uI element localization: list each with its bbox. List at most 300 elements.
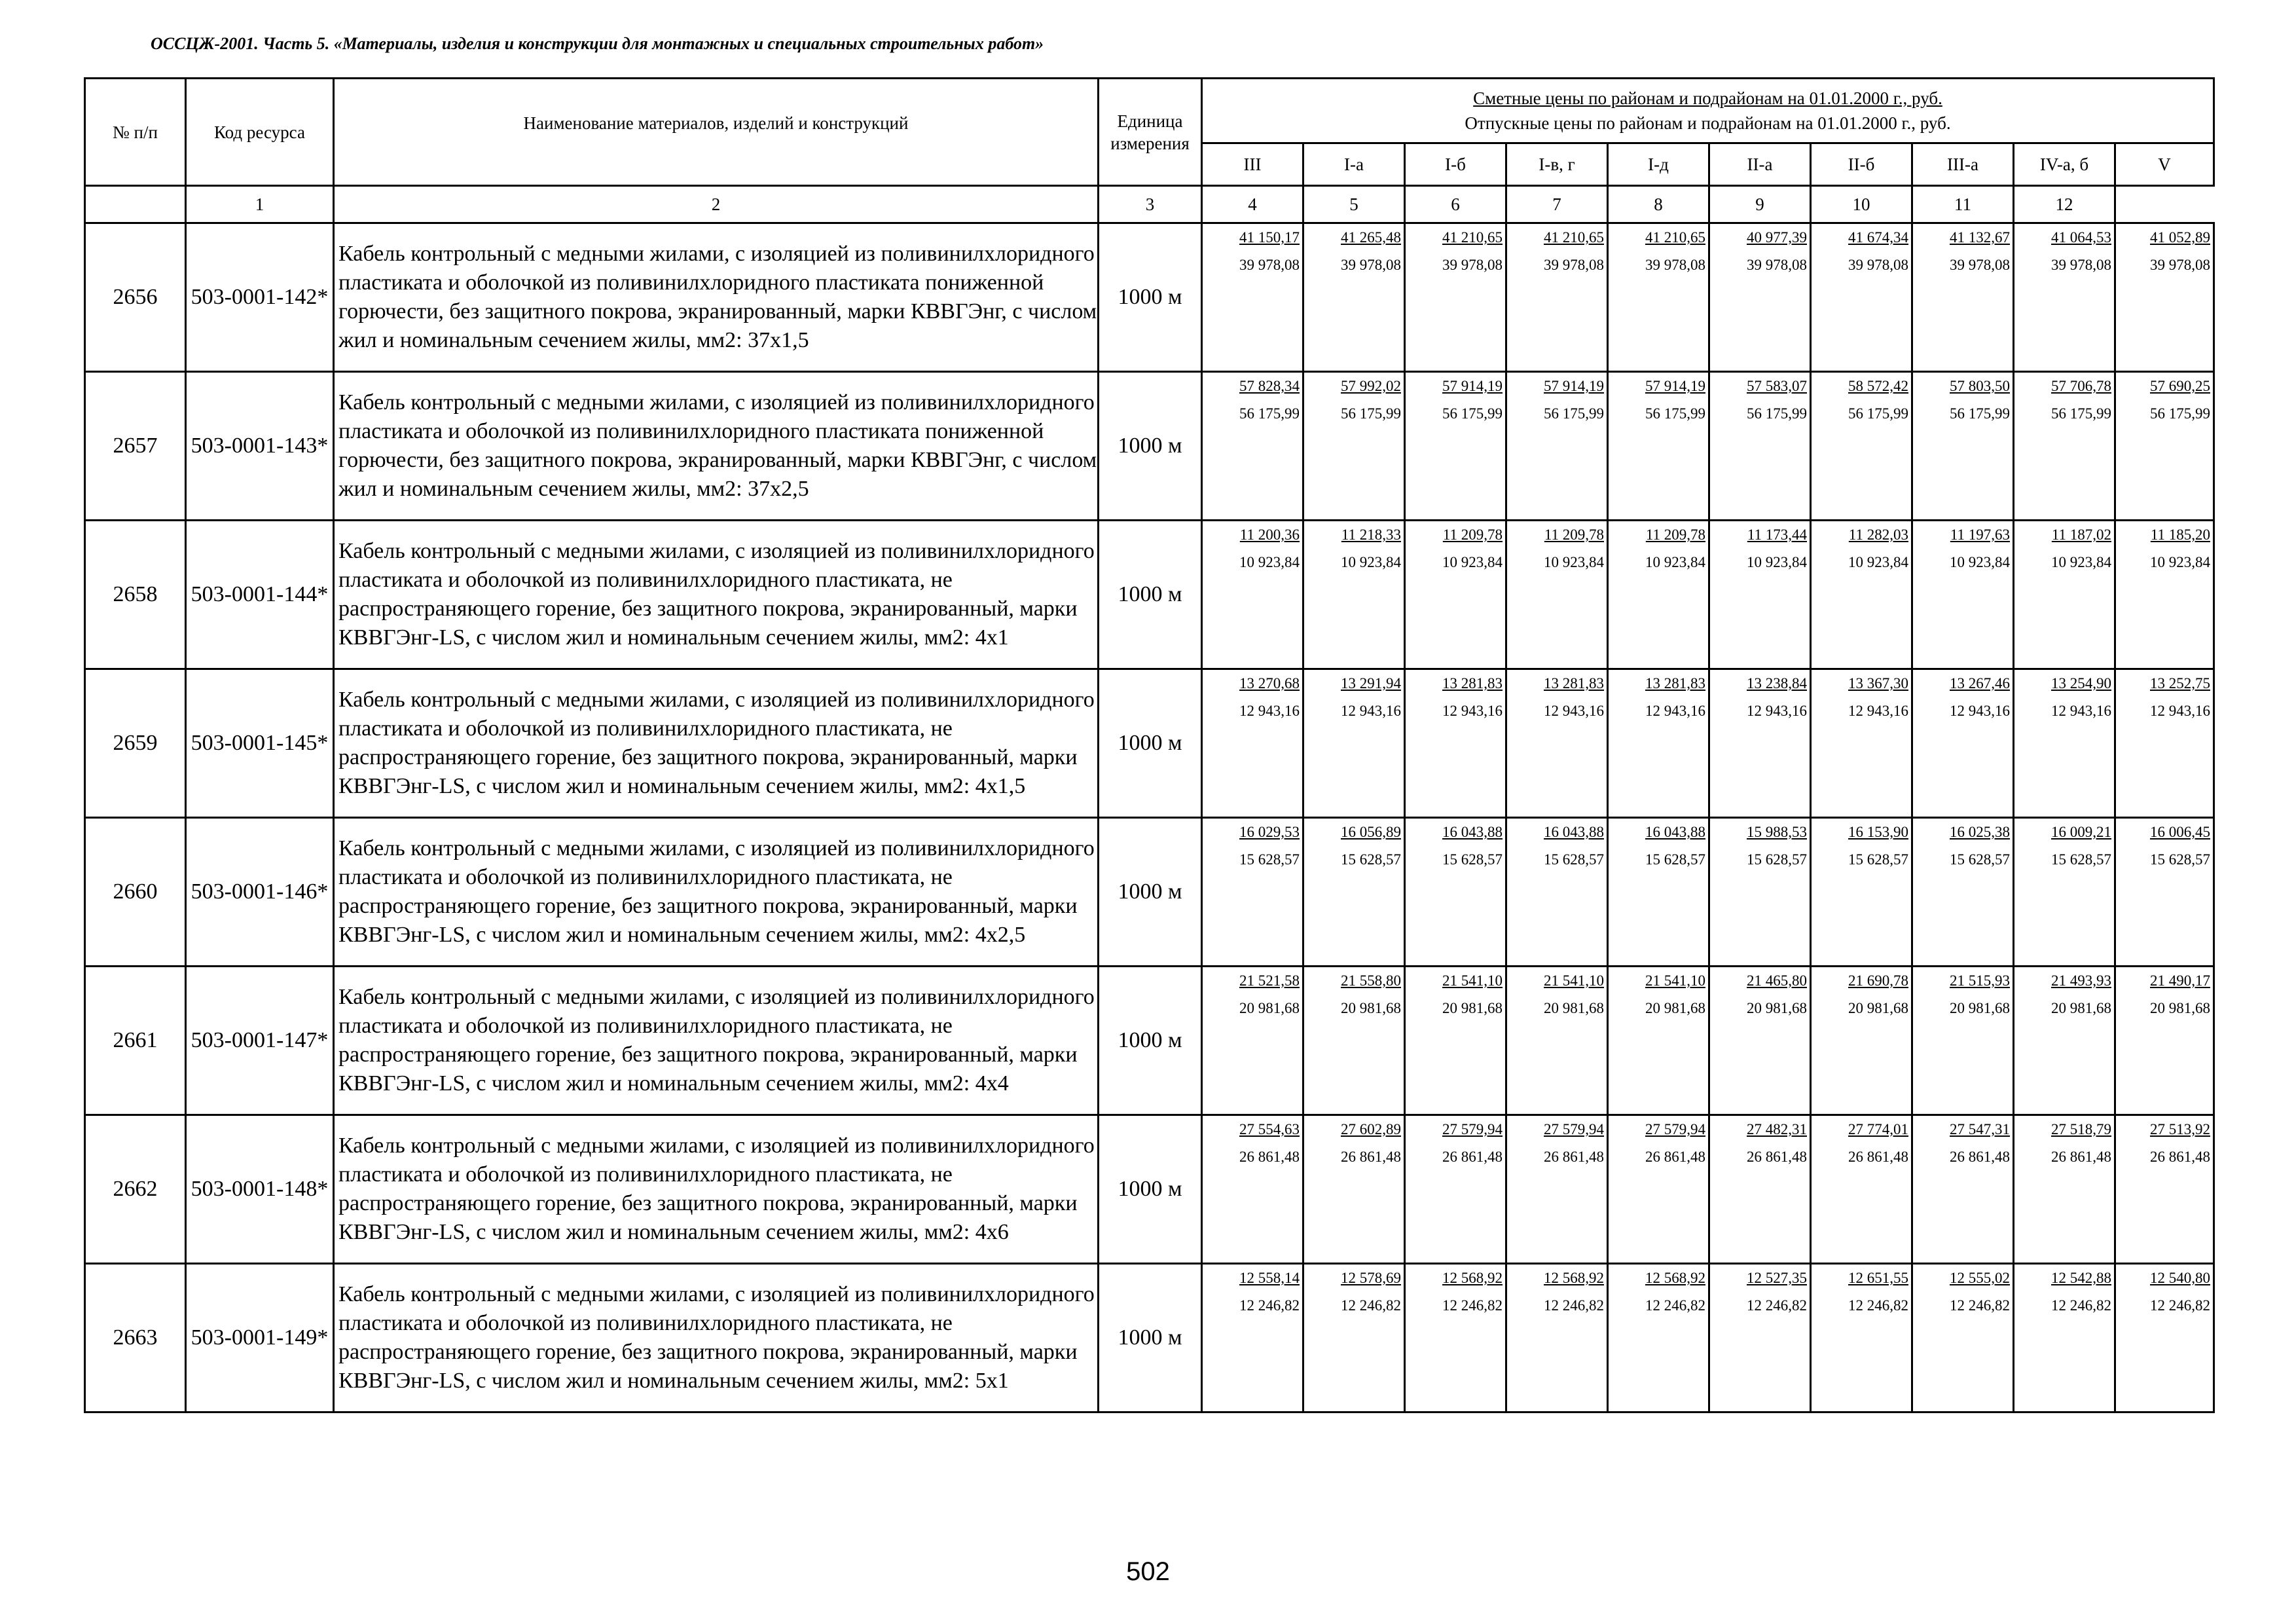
region-header-cell: I-д — [1608, 143, 1709, 186]
region-header-cell: I-в, г — [1506, 143, 1608, 186]
price-cell — [1405, 669, 1506, 818]
price-cell — [2014, 1115, 2115, 1264]
table-row — [85, 1264, 2214, 1412]
release-price: 26 861,48 — [2051, 1149, 2111, 1165]
price-cell — [2014, 521, 2115, 669]
material-name: Кабель контрольный с медными жилами, с изоляцией из поливинилхлоридного пластиката и оболочкой из поливинилхлоридного пластиката, не распространяющего горение, без защитного покрова, экранированный, марки КВВГЭнг-LS, с числом жил и номинальным сечением жилы, мм2: 4х6 — [334, 1115, 1099, 1264]
row-number: 2662 — [85, 1115, 186, 1264]
price-cell — [1912, 967, 2014, 1115]
release-price: 26 861,48 — [1239, 1149, 1300, 1165]
price-cell — [1405, 521, 1506, 669]
estimate-price: 11 197,63 — [1950, 526, 2010, 543]
estimate-price: 21 490,17 — [2150, 972, 2210, 989]
price-cell — [1506, 967, 1608, 1115]
release-price: 39 978,08 — [1442, 257, 1503, 273]
table-row — [85, 669, 2214, 818]
column-number-cell: 8 — [1608, 186, 1709, 223]
price-cell — [1709, 223, 1811, 372]
estimate-price: 12 555,02 — [1950, 1270, 2010, 1286]
estimate-price: 57 690,25 — [2150, 378, 2210, 394]
unit-of-measure: 1000 м — [1099, 1115, 1202, 1264]
estimate-price: 13 281,83 — [1442, 675, 1503, 692]
unit-of-measure: 1000 м — [1099, 372, 1202, 521]
estimate-price: 21 515,93 — [1950, 972, 2010, 989]
release-price: 12 943,16 — [1239, 703, 1300, 719]
estimate-price: 13 252,75 — [2150, 675, 2210, 692]
price-cell — [1709, 1264, 1811, 1412]
estimate-price: 12 578,69 — [1341, 1270, 1401, 1286]
price-cell — [1811, 1264, 1912, 1412]
price-cell — [1202, 1115, 1303, 1264]
estimate-price: 13 270,68 — [1239, 675, 1300, 692]
price-cell — [1506, 818, 1608, 967]
table-row — [85, 521, 2214, 669]
release-price: 10 923,84 — [1544, 554, 1604, 570]
release-price: 15 628,57 — [2150, 851, 2210, 868]
release-price: 26 861,48 — [1544, 1149, 1604, 1165]
estimate-price: 57 992,02 — [1341, 378, 1401, 394]
price-cell — [1506, 521, 1608, 669]
table-row — [85, 1115, 2214, 1264]
price-cell — [1405, 1115, 1506, 1264]
estimate-price: 16 043,88 — [1645, 824, 1705, 840]
estimate-price: 57 803,50 — [1950, 378, 2010, 394]
price-cell — [2115, 372, 2214, 521]
estimate-price: 11 209,78 — [1544, 526, 1604, 543]
estimate-price: 13 238,84 — [1747, 675, 1807, 692]
price-cell — [1608, 967, 1709, 1115]
release-price: 12 246,82 — [2150, 1297, 2210, 1314]
estimate-price: 27 774,01 — [1848, 1121, 1908, 1137]
release-price: 15 628,57 — [1848, 851, 1908, 868]
price-cell — [1303, 818, 1405, 967]
estimate-price: 21 541,10 — [1442, 972, 1503, 989]
release-price: 15 628,57 — [1747, 851, 1807, 868]
price-cell — [1709, 1115, 1811, 1264]
price-cell — [1506, 372, 1608, 521]
release-price: 39 978,08 — [2051, 257, 2111, 273]
estimate-price: 41 210,65 — [1544, 229, 1604, 246]
material-name: Кабель контрольный с медными жилами, с изоляцией из поливинилхлоридного пластиката и оболочкой из поливинилхлоридного пластиката, не распространяющего горение, без защитного покрова, экранированный, марки КВВГЭнг-LS, с числом жил и номинальным сечением жилы, мм2: 4х4 — [334, 967, 1099, 1115]
estimate-price: 57 914,19 — [1544, 378, 1604, 394]
release-price: 56 175,99 — [2150, 405, 2210, 422]
price-cell — [2115, 818, 2214, 967]
estimate-price: 27 482,31 — [1747, 1121, 1807, 1137]
table-row — [85, 818, 2214, 967]
release-price: 12 943,16 — [1341, 703, 1401, 719]
release-price: 20 981,68 — [1442, 1000, 1503, 1016]
region-header-cell: III — [1202, 143, 1303, 186]
material-name: Кабель контрольный с медными жилами, с изоляцией из поливинилхлоридного пластиката и оболочкой из поливинилхлоридного пластиката пониженной горючести, без защитного покрова, экранированный, марки КВВГЭнг, с числом жил и номинальным сечением жилы, мм2: 37х1,5 — [334, 223, 1099, 372]
col-header-prices — [1202, 79, 2214, 143]
release-price: 39 978,08 — [1341, 257, 1401, 273]
estimate-price: 27 579,94 — [1544, 1121, 1604, 1137]
unit-of-measure: 1000 м — [1099, 669, 1202, 818]
release-price: 12 943,16 — [1544, 703, 1604, 719]
row-number: 2661 — [85, 967, 186, 1115]
release-price: 56 175,99 — [1544, 405, 1604, 422]
release-price: 56 175,99 — [1442, 405, 1503, 422]
price-cell — [1303, 669, 1405, 818]
price-cell — [1608, 669, 1709, 818]
row-number: 2658 — [85, 521, 186, 669]
release-price: 12 246,82 — [1442, 1297, 1503, 1314]
estimate-price: 41 265,48 — [1341, 229, 1401, 246]
estimate-price: 13 291,94 — [1341, 675, 1401, 692]
release-price: 39 978,08 — [1239, 257, 1300, 273]
price-cell — [1608, 1115, 1709, 1264]
price-cell — [2115, 521, 2214, 669]
release-price: 15 628,57 — [2051, 851, 2111, 868]
estimate-price: 41 052,89 — [2150, 229, 2210, 246]
release-price: 12 246,82 — [1341, 1297, 1401, 1314]
estimate-price: 13 267,46 — [1950, 675, 2010, 692]
price-cell — [1506, 1115, 1608, 1264]
release-price: 56 175,99 — [1645, 405, 1705, 422]
price-cell — [2014, 1264, 2115, 1412]
estimate-price: 11 209,78 — [1442, 526, 1503, 543]
price-cell — [1912, 223, 2014, 372]
price-cell — [1202, 372, 1303, 521]
price-cell — [1709, 967, 1811, 1115]
row-number: 2656 — [85, 223, 186, 372]
row-number: 2657 — [85, 372, 186, 521]
price-cell — [2115, 1264, 2214, 1412]
release-price: 39 978,08 — [1848, 257, 1908, 273]
row-number: 2660 — [85, 818, 186, 967]
release-price: 10 923,84 — [2150, 554, 2210, 570]
release-price: 15 628,57 — [1544, 851, 1604, 868]
release-price: 20 981,68 — [1239, 1000, 1300, 1016]
release-price: 10 923,84 — [2051, 554, 2111, 570]
price-cell — [2115, 223, 2214, 372]
header-row — [85, 79, 2214, 143]
column-number-cell: 2 — [334, 186, 1099, 223]
release-price: 26 861,48 — [1950, 1149, 2010, 1165]
release-price: 12 943,16 — [2150, 703, 2210, 719]
col-header-code: Код ресурса — [186, 79, 334, 186]
table-row — [85, 967, 2214, 1115]
release-price: 10 923,84 — [1848, 554, 1908, 570]
price-cell — [1405, 372, 1506, 521]
price-cell — [1709, 669, 1811, 818]
price-cell — [1303, 1264, 1405, 1412]
price-cell — [1608, 521, 1709, 669]
col-header-name: Наименование материалов, изделий и конструкций — [334, 79, 1099, 186]
estimate-price: 27 579,94 — [1645, 1121, 1705, 1137]
price-cell — [1912, 818, 2014, 967]
region-header-cell: II-а — [1709, 143, 1811, 186]
estimate-price: 27 579,94 — [1442, 1121, 1503, 1137]
price-cell — [1506, 669, 1608, 818]
price-cell — [1303, 1115, 1405, 1264]
release-price: 10 923,84 — [1950, 554, 2010, 570]
estimate-price: 12 651,55 — [1848, 1270, 1908, 1286]
estimate-price: 21 558,80 — [1341, 972, 1401, 989]
estimate-price: 12 542,88 — [2051, 1270, 2111, 1286]
estimate-price: 41 150,17 — [1239, 229, 1300, 246]
prices-release-caption: Отпускные цены по районам и подрайонам на 01.01.2000 г., руб. — [1465, 113, 1951, 133]
price-cell — [1709, 521, 1811, 669]
price-cell — [1912, 521, 2014, 669]
estimate-price: 40 977,39 — [1747, 229, 1807, 246]
estimate-price: 27 518,79 — [2051, 1121, 2111, 1137]
unit-of-measure: 1000 м — [1099, 967, 1202, 1115]
price-cell — [2115, 1115, 2214, 1264]
release-price: 20 981,68 — [1950, 1000, 2010, 1016]
price-cell — [1709, 818, 1811, 967]
page-number: 502 — [1126, 1557, 1170, 1586]
estimate-price: 57 583,07 — [1747, 378, 1807, 394]
material-name: Кабель контрольный с медными жилами, с изоляцией из поливинилхлоридного пластиката и оболочкой из поливинилхлоридного пластиката пониженной горючести, без защитного покрова, экранированный, марки КВВГЭнг, с числом жил и номинальным сечением жилы, мм2: 37х2,5 — [334, 372, 1099, 521]
release-price: 15 628,57 — [1341, 851, 1401, 868]
estimate-price: 41 132,67 — [1950, 229, 2010, 246]
estimate-price: 21 465,80 — [1747, 972, 1807, 989]
resource-code: 503-0001-148* — [186, 1115, 334, 1264]
material-name: Кабель контрольный с медными жилами, с изоляцией из поливинилхлоридного пластиката и оболочкой из поливинилхлоридного пластиката, не распространяющего горение, без защитного покрова, экранированный, марки КВВГЭнг-LS, с числом жил и номинальным сечением жилы, мм2: 5х1 — [334, 1264, 1099, 1412]
column-number-cell: 5 — [1303, 186, 1405, 223]
release-price: 12 943,16 — [1950, 703, 2010, 719]
price-cell — [1405, 967, 1506, 1115]
region-header-cell: I-б — [1405, 143, 1506, 186]
estimate-price: 15 988,53 — [1747, 824, 1807, 840]
resource-code: 503-0001-149* — [186, 1264, 334, 1412]
release-price: 20 981,68 — [1544, 1000, 1604, 1016]
estimate-price: 11 200,36 — [1239, 526, 1300, 543]
release-price: 10 923,84 — [1442, 554, 1503, 570]
price-cell — [1608, 1264, 1709, 1412]
estimate-price: 11 218,33 — [1341, 526, 1401, 543]
price-cell — [1202, 223, 1303, 372]
price-cell — [1303, 223, 1405, 372]
release-price: 10 923,84 — [1645, 554, 1705, 570]
column-number-cell: 1 — [186, 186, 334, 223]
table-row — [85, 372, 2214, 521]
release-price: 20 981,68 — [2150, 1000, 2210, 1016]
price-cell — [2115, 967, 2214, 1115]
region-header-cell: IV-а, б — [2014, 143, 2115, 186]
price-cell — [1303, 372, 1405, 521]
estimate-price: 21 521,58 — [1239, 972, 1300, 989]
estimate-price: 11 173,44 — [1747, 526, 1807, 543]
release-price: 39 978,08 — [1950, 257, 2010, 273]
release-price: 12 246,82 — [1544, 1297, 1604, 1314]
prices-estimate-caption: Сметные цены по районам и подрайонам на 01.01.2000 г., руб. — [1473, 88, 1942, 108]
estimate-price: 11 185,20 — [2150, 526, 2210, 543]
release-price: 39 978,08 — [2150, 257, 2210, 273]
release-price: 20 981,68 — [1645, 1000, 1705, 1016]
column-number-cell: 12 — [2014, 186, 2115, 223]
unit-of-measure: 1000 м — [1099, 521, 1202, 669]
release-price: 12 246,82 — [1747, 1297, 1807, 1314]
price-cell — [1405, 223, 1506, 372]
price-cell — [1303, 967, 1405, 1115]
estimate-price: 16 009,21 — [2051, 824, 2111, 840]
price-cell — [1202, 967, 1303, 1115]
estimate-price: 16 025,38 — [1950, 824, 2010, 840]
release-price: 26 861,48 — [1645, 1149, 1705, 1165]
estimate-price: 11 209,78 — [1645, 526, 1705, 543]
column-number-cell: 3 — [1099, 186, 1202, 223]
estimate-price: 16 043,88 — [1442, 824, 1503, 840]
resource-code: 503-0001-147* — [186, 967, 334, 1115]
price-cell — [1506, 1264, 1608, 1412]
resource-code: 503-0001-144* — [186, 521, 334, 669]
release-price: 26 861,48 — [2150, 1149, 2210, 1165]
price-cell — [1608, 818, 1709, 967]
release-price: 20 981,68 — [1848, 1000, 1908, 1016]
estimate-price: 13 281,83 — [1645, 675, 1705, 692]
material-name: Кабель контрольный с медными жилами, с изоляцией из поливинилхлоридного пластиката и оболочкой из поливинилхлоридного пластиката, не распространяющего горение, без защитного покрова, экранированный, марки КВВГЭнг-LS, с числом жил и номинальным сечением жилы, мм2: 4х1 — [334, 521, 1099, 669]
price-cell — [1811, 967, 1912, 1115]
release-price: 12 246,82 — [1239, 1297, 1300, 1314]
row-number: 2659 — [85, 669, 186, 818]
price-cell — [1202, 818, 1303, 967]
material-name: Кабель контрольный с медными жилами, с изоляцией из поливинилхлоридного пластиката и оболочкой из поливинилхлоридного пластиката, не распространяющего горение, без защитного покрова, экранированный, марки КВВГЭнг-LS, с числом жил и номинальным сечением жилы, мм2: 4х2,5 — [334, 818, 1099, 967]
unit-of-measure: 1000 м — [1099, 818, 1202, 967]
release-price: 12 943,16 — [1747, 703, 1807, 719]
price-cell — [1811, 669, 1912, 818]
estimate-price: 11 282,03 — [1848, 526, 1908, 543]
estimate-price: 12 568,92 — [1544, 1270, 1604, 1286]
price-cell — [1405, 818, 1506, 967]
price-cell — [1709, 372, 1811, 521]
price-cell — [1811, 223, 1912, 372]
table-row — [85, 223, 2214, 372]
estimate-price: 13 281,83 — [1544, 675, 1604, 692]
release-price: 26 861,48 — [1341, 1149, 1401, 1165]
price-cell — [1912, 1115, 2014, 1264]
estimate-price: 58 572,42 — [1848, 378, 1908, 394]
price-cell — [1912, 1264, 2014, 1412]
price-cell — [1811, 818, 1912, 967]
release-price: 15 628,57 — [1239, 851, 1300, 868]
region-header-cell: III-а — [1912, 143, 2014, 186]
price-cell — [1202, 521, 1303, 669]
estimate-price: 57 914,19 — [1645, 378, 1705, 394]
estimate-price: 16 056,89 — [1341, 824, 1401, 840]
release-price: 15 628,57 — [1442, 851, 1503, 868]
region-header-cell: I-а — [1303, 143, 1405, 186]
unit-of-measure: 1000 м — [1099, 1264, 1202, 1412]
estimate-price: 41 064,53 — [2051, 229, 2111, 246]
estimate-price: 27 547,31 — [1950, 1121, 2010, 1137]
release-price: 12 246,82 — [1848, 1297, 1908, 1314]
estimate-price: 21 690,78 — [1848, 972, 1908, 989]
release-price: 56 175,99 — [1848, 405, 1908, 422]
region-header-cell: II-б — [1811, 143, 1912, 186]
estimate-price: 13 254,90 — [2051, 675, 2111, 692]
price-cell — [1608, 223, 1709, 372]
release-price: 15 628,57 — [1645, 851, 1705, 868]
price-cell — [2014, 372, 2115, 521]
release-price: 56 175,99 — [1341, 405, 1401, 422]
price-cell — [1202, 1264, 1303, 1412]
release-price: 56 175,99 — [2051, 405, 2111, 422]
col-header-num: № п/п — [85, 79, 186, 186]
price-cell — [1202, 669, 1303, 818]
price-cell — [1912, 372, 2014, 521]
estimate-price: 21 541,10 — [1544, 972, 1604, 989]
column-number-cell: 4 — [1202, 186, 1303, 223]
price-cell — [2014, 223, 2115, 372]
row-number: 2663 — [85, 1264, 186, 1412]
release-price: 39 978,08 — [1747, 257, 1807, 273]
column-number-cell: 9 — [1709, 186, 1811, 223]
col-header-unit: Единица измерения — [1099, 79, 1202, 186]
price-cell — [1608, 372, 1709, 521]
estimate-price: 21 541,10 — [1645, 972, 1705, 989]
estimate-price: 12 527,35 — [1747, 1270, 1807, 1286]
release-price: 20 981,68 — [2051, 1000, 2111, 1016]
release-price: 15 628,57 — [1950, 851, 2010, 868]
release-price: 12 246,82 — [2051, 1297, 2111, 1314]
estimate-price: 11 187,02 — [2051, 526, 2111, 543]
estimate-price: 27 513,92 — [2150, 1121, 2210, 1137]
unit-of-measure: 1000 м — [1099, 223, 1202, 372]
release-price: 12 943,16 — [1442, 703, 1503, 719]
price-cell — [2014, 669, 2115, 818]
price-cell — [2115, 669, 2214, 818]
price-cell — [1405, 1264, 1506, 1412]
estimate-price: 41 210,65 — [1645, 229, 1705, 246]
price-cell — [1811, 521, 1912, 669]
column-number-cell: 10 — [1811, 186, 1912, 223]
resource-code: 503-0001-146* — [186, 818, 334, 967]
release-price: 26 861,48 — [1747, 1149, 1807, 1165]
estimate-price: 57 828,34 — [1239, 378, 1300, 394]
price-table — [84, 77, 2215, 1413]
release-price: 10 923,84 — [1239, 554, 1300, 570]
estimate-price: 12 540,80 — [2150, 1270, 2210, 1286]
estimate-price: 21 493,93 — [2051, 972, 2111, 989]
estimate-price: 12 568,92 — [1442, 1270, 1503, 1286]
column-number-row — [85, 186, 2214, 223]
estimate-price: 16 043,88 — [1544, 824, 1604, 840]
region-header-cell: V — [2115, 143, 2214, 186]
estimate-price: 13 367,30 — [1848, 675, 1908, 692]
release-price: 39 978,08 — [1544, 257, 1604, 273]
estimate-price: 16 006,45 — [2150, 824, 2210, 840]
release-price: 56 175,99 — [1950, 405, 2010, 422]
estimate-price: 16 153,90 — [1848, 824, 1908, 840]
release-price: 10 923,84 — [1341, 554, 1401, 570]
estimate-price: 12 558,14 — [1239, 1270, 1300, 1286]
release-price: 56 175,99 — [1239, 405, 1300, 422]
column-number-cell-blank — [85, 186, 186, 223]
price-cell — [2014, 967, 2115, 1115]
release-price: 12 246,82 — [1645, 1297, 1705, 1314]
resource-code: 503-0001-145* — [186, 669, 334, 818]
estimate-price: 41 210,65 — [1442, 229, 1503, 246]
price-cell — [1811, 1115, 1912, 1264]
column-number-cell: 7 — [1506, 186, 1608, 223]
column-number-cell: 6 — [1405, 186, 1506, 223]
estimate-price: 12 568,92 — [1645, 1270, 1705, 1286]
release-price: 10 923,84 — [1747, 554, 1807, 570]
estimate-price: 27 554,63 — [1239, 1121, 1300, 1137]
column-number-cell: 11 — [1912, 186, 2014, 223]
price-cell — [1303, 521, 1405, 669]
estimate-price: 27 602,89 — [1341, 1121, 1401, 1137]
price-cell — [1811, 372, 1912, 521]
release-price: 12 943,16 — [1645, 703, 1705, 719]
release-price: 39 978,08 — [1645, 257, 1705, 273]
release-price: 20 981,68 — [1341, 1000, 1401, 1016]
document-header: ОССЦЖ-2001. Часть 5. «Материалы, изделия и конструкции для монтажных и специальных строительных работ» — [151, 34, 1044, 53]
estimate-price: 57 914,19 — [1442, 378, 1503, 394]
estimate-price: 57 706,78 — [2051, 378, 2111, 394]
